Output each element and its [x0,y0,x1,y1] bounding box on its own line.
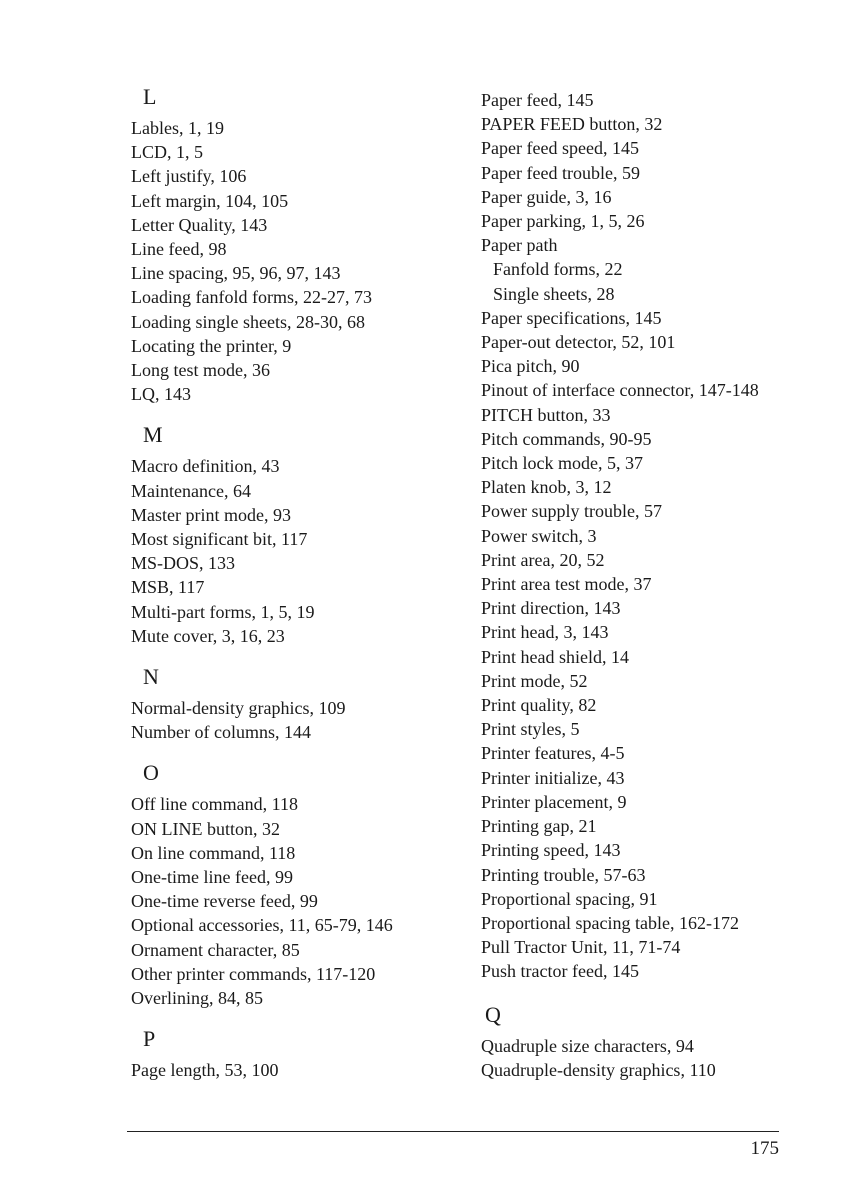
index-entry: Paper parking, 1, 5, 26 [481,211,645,232]
index-subentry: Single sheets, 28 [493,283,615,304]
index-entry: Most significant bit, 117 [131,529,308,550]
index-section-p-continued [481,88,841,984]
index-entry: Number of columns, 144 [131,722,311,743]
index-entry: Printing trouble, 57-63 [481,864,646,885]
index-section-p [131,1026,491,1082]
index-entry: Pitch commands, 90-95 [481,428,652,449]
index-entry: Master print mode, 93 [131,504,291,525]
index-entry: Optional accessories, 11, 65-79, 146 [131,915,393,936]
index-entry: Left margin, 104, 105 [131,190,289,211]
index-section-q [481,1002,841,1082]
index-entry: Printing gap, 21 [481,816,597,837]
index-entry: Printer placement, 9 [481,791,627,812]
index-entry: MSB, 117 [131,577,205,598]
section-letter: N [143,664,159,690]
index-entry: PAPER FEED button, 32 [481,114,663,135]
index-entry: Other printer commands, 117-120 [131,963,376,984]
index-entry: One-time reverse feed, 99 [131,891,318,912]
index-subentry: Fanfold forms, 22 [493,259,623,280]
section-letter: L [143,84,157,109]
index-column-right [481,84,841,1082]
index-entry: Multi-part forms, 1, 5, 19 [131,601,315,622]
index-entry: Quadruple size characters, 94 [481,1035,694,1056]
index-entry: Print mode, 52 [481,670,588,691]
index-entry: Line spacing, 95, 96, 97, 143 [131,263,341,284]
index-entry: Pinout of interface connector, 147-148 [481,380,759,401]
index-entry: PITCH button, 33 [481,404,611,425]
index-entry: Page length, 53, 100 [131,1060,279,1081]
index-entry: Loading single sheets, 28-30, 68 [131,311,365,332]
index-entry: Print area, 20, 52 [481,549,605,570]
index-entry: Pitch lock mode, 5, 37 [481,453,643,474]
index-entry: Ornament character, 85 [131,939,300,960]
index-entry: Paper path [481,235,558,256]
section-letter: O [143,760,159,786]
index-entry: Paper specifications, 145 [481,307,662,328]
section-letter: P [143,1026,156,1052]
index-entry: Overlining, 84, 85 [131,988,263,1009]
index-entry: Paper feed trouble, 59 [481,162,640,183]
section-letter: M [143,422,163,448]
index-entry: Print head shield, 14 [481,646,629,667]
index-entry: Paper-out detector, 52, 101 [481,332,676,353]
index-entry: ON LINE button, 32 [131,818,280,839]
index-entry: One-time line feed, 99 [131,867,293,888]
section-letter: Q [485,1001,501,1027]
footer-rule [127,1131,779,1132]
index-entry: Off line command, 118 [131,794,298,815]
index-entry: Quadruple-density graphics, 110 [481,1059,716,1080]
index-entry: Lables, 1, 19 [131,118,224,138]
index-entry: Printer initialize, 43 [481,767,625,788]
index-entry: Paper feed, 145 [481,90,594,110]
index-entry: Push tractor feed, 145 [481,961,639,982]
index-entry: Pull Tractor Unit, 11, 71-74 [481,937,681,958]
index-entry: Line feed, 98 [131,239,227,260]
index-entry: Print styles, 5 [481,719,580,740]
index-entry: Normal-density graphics, 109 [131,698,346,719]
index-section-o [131,760,491,1010]
index-entry: Maintenance, 64 [131,480,251,501]
index-entry: Loading fanfold forms, 22-27, 73 [131,287,372,308]
page-number: 175 [750,1138,779,1159]
index-entry: On line command, 118 [131,842,296,863]
index-entry: Print direction, 143 [481,598,621,619]
index-entry: Print quality, 82 [481,695,597,716]
index-entry: Proportional spacing table, 162-172 [481,912,739,933]
index-column-left [131,84,491,1083]
index-entry: LCD, 1, 5 [131,142,203,163]
index-entry: Paper guide, 3, 16 [481,186,612,207]
index-entry: Pica pitch, 90 [481,356,580,377]
entry-list [481,1034,841,1082]
index-entry: Proportional spacing, 91 [481,888,658,909]
index-section-n [131,664,491,744]
index-entry: Locating the printer, 9 [131,335,292,356]
index-entry: Mute cover, 3, 16, 23 [131,625,285,646]
index-section-l [131,84,491,406]
index-entry: Platen knob, 3, 12 [481,477,612,498]
index-entry: Print area test mode, 37 [481,574,652,595]
index-entry: Letter Quality, 143 [131,214,268,235]
index-entry: Left justify, 106 [131,166,247,187]
index-entry: Printer features, 4-5 [481,743,625,764]
index-entry: MS-DOS, 133 [131,553,236,574]
index-entry: Power supply trouble, 57 [481,501,662,522]
index-entry: Printing speed, 143 [481,840,621,861]
index-entry: Paper feed speed, 145 [481,138,639,159]
index-entry: LQ, 143 [131,384,191,405]
index-entry: Print head, 3, 143 [481,622,609,643]
index-entry: Power switch, 3 [481,525,597,546]
index-entry: Macro definition, 43 [131,456,280,477]
index-section-m [131,422,491,648]
index-entry: Long test mode, 36 [131,360,270,381]
